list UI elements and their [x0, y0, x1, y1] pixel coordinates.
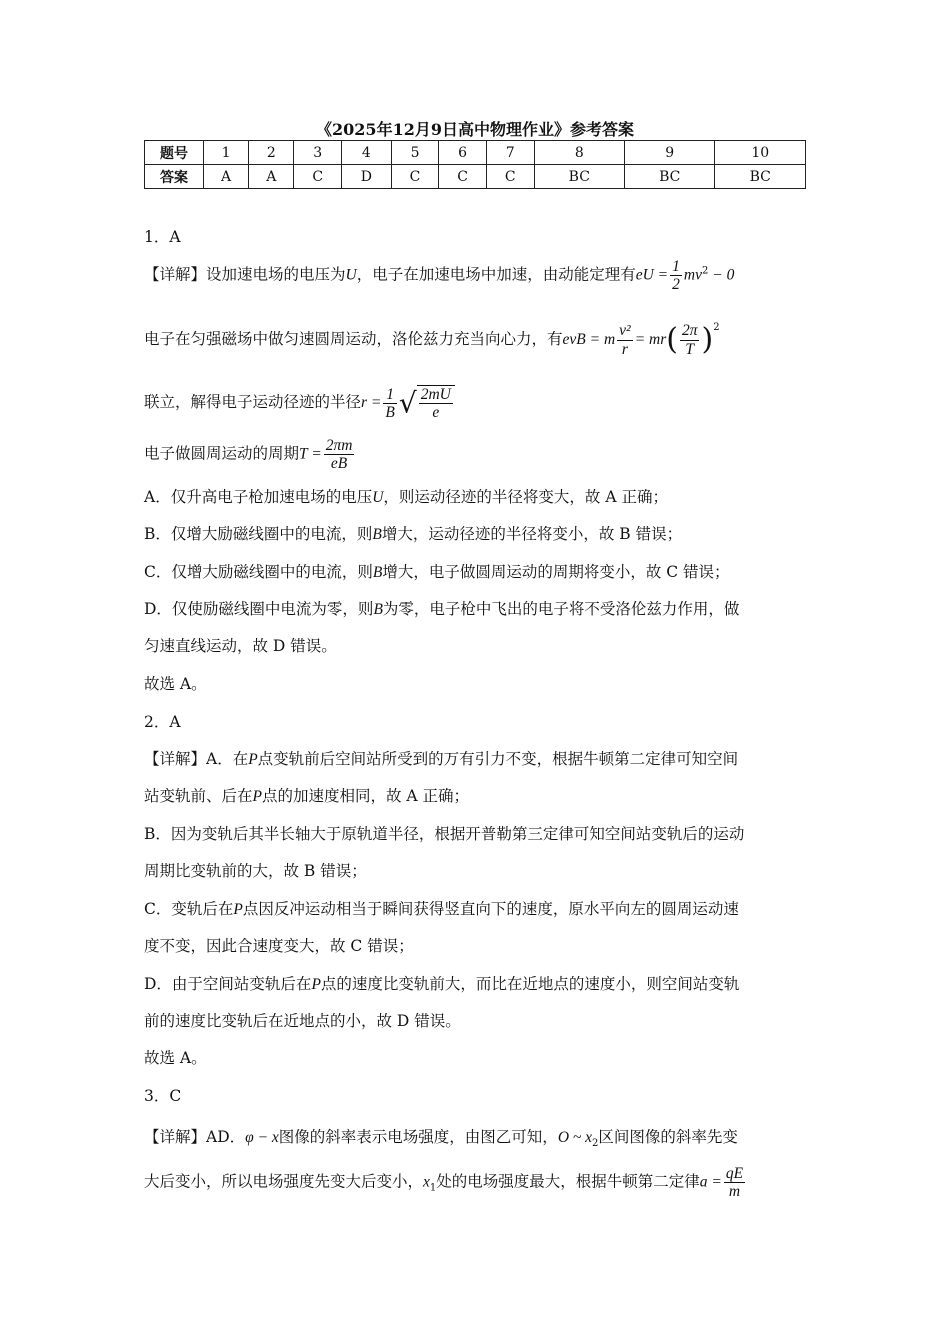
- row-header-question: 题号: [145, 141, 204, 165]
- math-eq: − 0: [708, 266, 735, 284]
- math-eq: eU =: [635, 266, 669, 284]
- table-cell: 8: [534, 141, 624, 165]
- numerator: v²: [619, 322, 631, 340]
- text: D．仅使励磁线圈中电流为零，则: [144, 600, 374, 618]
- q1-heading: 1．A: [144, 228, 181, 246]
- q2-line-d2: 前的速度比变轨后在近地点的小，故 D 错误。: [144, 1012, 461, 1030]
- q2-line-a2: [144, 787, 469, 807]
- question-number-row: [145, 141, 806, 165]
- q2-line-b1: B．因为变轨后其半长轴大于原轨道半径，根据开普勒第三定律可知空间站变轨后的运动: [144, 825, 745, 843]
- fraction: [324, 437, 355, 472]
- fraction: [670, 258, 682, 293]
- q2-heading: 2．A: [144, 713, 181, 731]
- text: B．仅增大励磁线圈中的电流，则: [144, 525, 373, 543]
- fraction: [617, 322, 633, 357]
- text: 电子做圆周运动的周期: [144, 444, 300, 463]
- table-cell: 10: [715, 141, 806, 165]
- table-cell: A: [249, 165, 294, 189]
- answer-table: [144, 140, 806, 189]
- math-var: φ − x: [245, 1129, 279, 1146]
- table-cell: BC: [715, 165, 806, 189]
- math-var: U: [345, 266, 357, 284]
- text: 【详解】A．在: [144, 750, 249, 768]
- math-eq: evB = m: [562, 331, 616, 348]
- document-title: 《2025年12月9日高中物理作业》参考答案: [316, 120, 634, 139]
- q2-line-b2: 周期比变轨前的大，故 B 错误；: [144, 862, 367, 880]
- math-var: B: [372, 564, 383, 581]
- numerator: 1: [672, 258, 680, 275]
- q3-line-1: [144, 1128, 738, 1150]
- table-cell: 7: [486, 141, 534, 165]
- fraction: [419, 386, 453, 421]
- text: 电子在匀强磁场中做匀速圆周运动，洛伦兹力充当向心力，有: [144, 330, 563, 348]
- q2-line-c2: 度不变，因此合速度变大，故 C 错误；: [144, 937, 414, 955]
- math-var: U: [372, 489, 384, 506]
- paren-close-icon: ): [701, 322, 714, 357]
- numerator: qE: [725, 1165, 744, 1182]
- table-cell: 5: [391, 141, 439, 165]
- text: 联立，解得电子运动径迹的半径: [144, 393, 362, 412]
- subscript: 2: [592, 1138, 599, 1150]
- table-cell: C: [439, 165, 487, 189]
- q1-line-2: [144, 322, 720, 358]
- fraction: [724, 1165, 745, 1200]
- text: 【详解】AD．: [144, 1128, 246, 1146]
- q1-option-d-cont: 匀速直线运动，故 D 错误。: [144, 637, 337, 655]
- table-cell: 2: [249, 141, 294, 165]
- text: ，电子在加速电场中加速，由动能定理有: [356, 265, 636, 284]
- text: 点因反冲运动相当于瞬间获得竖直向下的速度，原水平向左的圆周运动速: [242, 900, 739, 918]
- math-var: P: [233, 901, 243, 918]
- text: 区间图像的斜率先变: [598, 1128, 738, 1146]
- table-cell: 3: [294, 141, 342, 165]
- paren-open-icon: (: [666, 322, 678, 357]
- row-header-answer: 答案: [145, 165, 204, 189]
- text: 增大，运动径迹的半径将变小，故 B 错误；: [381, 525, 683, 543]
- denominator: T: [685, 340, 695, 358]
- table-cell: A: [204, 165, 249, 189]
- text: 图像的斜率表示电场强度，由图乙可知，: [278, 1128, 558, 1146]
- text: 处的电场强度最大，根据牛顿第二定律: [436, 1172, 700, 1191]
- math-eq: T =: [299, 445, 322, 463]
- text: D．由于空间站变轨后在: [144, 975, 312, 993]
- q3-heading: 3．C: [144, 1087, 182, 1105]
- table-cell: 4: [342, 141, 392, 165]
- text: 为零，电子枪中飞出的电子将不受洛伦兹力作用，做: [382, 600, 740, 618]
- table-cell: C: [391, 165, 439, 189]
- answer-row: [145, 165, 806, 189]
- q2-line-d1: [144, 975, 739, 995]
- math-eq: mv: [683, 266, 702, 284]
- table-cell: 1: [204, 141, 249, 165]
- text: 大后变小，所以电场强度先变大后变小，: [144, 1172, 424, 1191]
- table-cell: C: [294, 165, 342, 189]
- q1-option-a: [144, 488, 668, 508]
- math-eq: = mr: [634, 331, 667, 348]
- table-cell: BC: [625, 165, 715, 189]
- text: 【详解】设加速电场的电压为: [144, 265, 346, 284]
- denominator: r: [621, 340, 628, 358]
- square-root: [399, 385, 455, 421]
- q3-line-2: [144, 1165, 747, 1200]
- math-var: O ~ x: [557, 1129, 593, 1146]
- math-var: B: [373, 601, 383, 618]
- q2-line-a1: [144, 750, 738, 770]
- text: 点的速度比变轨前大，而比在近地点的速度小，则空间站变轨: [320, 975, 740, 993]
- denominator: 2: [672, 276, 680, 294]
- radical-icon: √: [398, 386, 417, 420]
- numerator: 2π: [681, 322, 698, 340]
- table-cell: 6: [439, 141, 487, 165]
- text: 增大，电子做圆周运动的周期将变小，故 C 错误；: [382, 563, 730, 581]
- q1-choice: 故选 A。: [144, 675, 207, 693]
- math-var: P: [311, 976, 321, 993]
- table-cell: C: [486, 165, 534, 189]
- text: 点变轨前后空间站所受到的万有引力不变，根据牛顿第二定律可知空间: [257, 750, 739, 768]
- table-cell: BC: [534, 165, 624, 189]
- numerator: 2mU: [420, 386, 451, 403]
- text: ，则运动径迹的半径将变大，故 A 正确；: [383, 488, 668, 506]
- q1-option-b: [144, 525, 682, 545]
- q2-line-c1: [144, 900, 739, 920]
- math-var: P: [248, 751, 258, 768]
- subscript: 1: [429, 1182, 437, 1194]
- math-eq: r =: [361, 394, 382, 412]
- text: A．仅升高电子枪加速电场的电压: [144, 488, 373, 506]
- q1-line-3: [144, 385, 455, 421]
- q1-line-4: [144, 437, 356, 472]
- math-var: B: [372, 526, 382, 543]
- denominator: eB: [330, 455, 348, 473]
- q1-option-c: [144, 563, 730, 583]
- numerator: 2πm: [325, 437, 353, 454]
- math-var: x: [423, 1173, 430, 1191]
- superscript: 2: [701, 265, 709, 277]
- q1-option-d: [144, 600, 739, 620]
- denominator: B: [385, 403, 395, 421]
- fraction: [680, 322, 700, 357]
- q1-line-1: [144, 258, 734, 293]
- numerator: 1: [383, 386, 396, 404]
- fraction: [383, 386, 396, 421]
- text: C．仅增大励磁线圈中的电流，则: [144, 563, 373, 581]
- superscript: 2: [713, 322, 720, 333]
- text: 站变轨前、后在: [144, 787, 253, 805]
- math-var: P: [252, 788, 262, 805]
- math-eq: a =: [699, 1173, 722, 1191]
- table-cell: 9: [625, 141, 715, 165]
- denominator: e: [432, 404, 440, 422]
- text: 点的加速度相同，故 A 正确；: [261, 787, 470, 805]
- denominator: m: [728, 1183, 741, 1201]
- table-cell: D: [342, 165, 392, 189]
- text: C．变轨后在: [144, 900, 234, 918]
- q2-choice: 故选 A。: [144, 1049, 207, 1067]
